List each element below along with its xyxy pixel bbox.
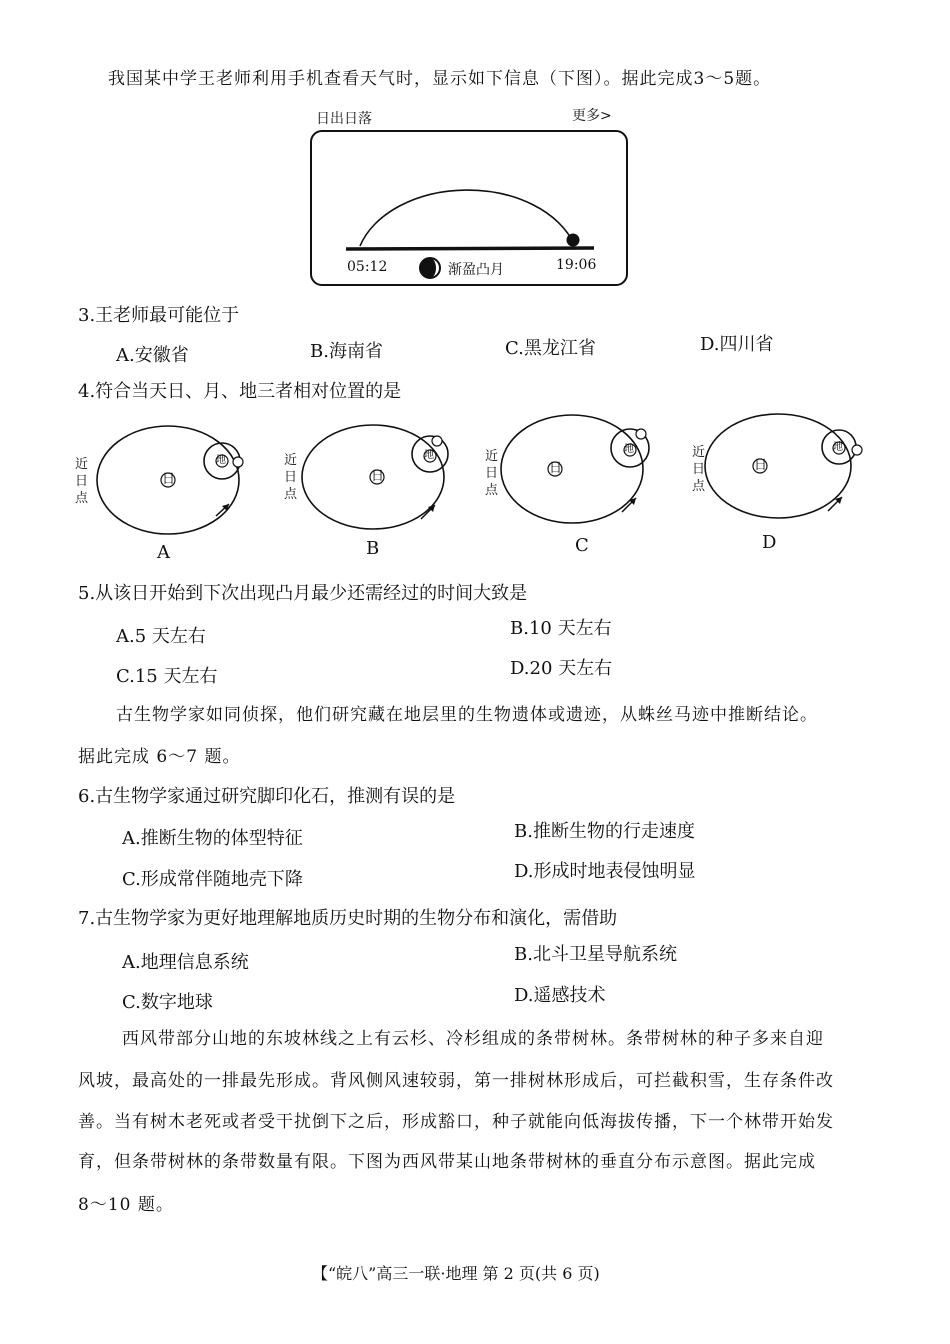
intro-text-6-7-line2: 据此完成 6～7 题。 xyxy=(78,747,241,767)
intro-text-8-10-line1: 西风带部分山地的东坡林线之上有云杉、冷杉组成的条带树林。条带树林的种子多来自迎 xyxy=(122,1029,824,1049)
moon-phase-label: 渐盈凸月 xyxy=(448,262,504,278)
q6-option-d[interactable]: D.形成时地表侵蚀明显 xyxy=(514,861,696,882)
intro-text-8-10-line4: 育，但条带树林的条带数量有限。下图为西风带某山地条带树林的垂直分布示意图。据此完成 xyxy=(78,1152,816,1172)
diagram-c-earth-label: 地 xyxy=(624,444,634,455)
q6-option-b[interactable]: B.推断生物的行走速度 xyxy=(514,821,695,842)
q3-option-a[interactable]: A.安徽省 xyxy=(116,345,189,366)
q7-option-b[interactable]: B.北斗卫星导航系统 xyxy=(514,944,677,965)
q7-option-c[interactable]: C.数字地球 xyxy=(122,992,213,1013)
diagram-b-earth-label: 地 xyxy=(424,450,434,461)
sunset-time: 19:06 xyxy=(556,257,597,273)
intro-text-8-10-line3: 善。当有树木老死或者受干扰倒下之后，形成豁口，种子就能向低海拔传播，下一个林带开始发 xyxy=(78,1112,834,1132)
diagram-d-sun-label: 日 xyxy=(754,458,768,473)
intro-text-8-10-line2: 风坡，最高处的一排最先形成。背风侧风速较弱，第一排树林形成后，可拦截积雪，生存条件改 xyxy=(78,1071,834,1091)
diagram-b-perihelion-1: 近 xyxy=(284,453,298,468)
question-6: 6.古生物学家通过研究脚印化石，推测有误的是 xyxy=(78,786,456,807)
diagram-a-perihelion-3: 点 xyxy=(75,491,89,506)
more-link[interactable]: 更多> xyxy=(572,108,612,124)
q5-option-a[interactable]: A.5 天左右 xyxy=(116,626,206,647)
page-footer: 【“皖八”高三一联·地理 第 2 页(共 6 页) xyxy=(312,1264,600,1283)
q5-option-c[interactable]: C.15 天左右 xyxy=(116,666,218,687)
diagram-b-perihelion-3: 点 xyxy=(284,487,298,502)
q6-option-a[interactable]: A.推断生物的体型特征 xyxy=(122,828,303,849)
diagram-b-label[interactable]: B xyxy=(366,538,380,559)
diagram-a-label[interactable]: A xyxy=(157,542,170,563)
diagram-c-sun-label: 日 xyxy=(549,461,563,476)
diagram-d-perihelion-3: 点 xyxy=(692,479,706,494)
q3-option-b[interactable]: B.海南省 xyxy=(310,341,383,362)
question-4: 4.符合当天日、月、地三者相对位置的是 xyxy=(78,381,402,402)
diagram-d-perihelion-1: 近 xyxy=(692,445,706,460)
diagram-c-label[interactable]: C xyxy=(575,535,589,556)
question-7: 7.古生物学家为更好地理解地质历史时期的生物分布和演化，需借助 xyxy=(78,908,618,929)
question-5: 5.从该日开始到下次出现凸月最少还需经过的时间大致是 xyxy=(78,583,528,604)
diagram-c-perihelion-1: 近 xyxy=(485,449,499,464)
diagram-b-perihelion-2: 日 xyxy=(284,470,298,485)
diagram-a-perihelion-2: 日 xyxy=(75,474,89,489)
intro-text-6-7-line1: 古生物学家如同侦探，他们研究藏在地层里的生物遗体或遗迹，从蛛丝马迹中推断结论。 xyxy=(116,705,818,725)
diagram-a-earth-label: 地 xyxy=(216,455,226,466)
q3-option-c[interactable]: C.黑龙江省 xyxy=(505,338,596,359)
q6-option-c[interactable]: C.形成常伴随地壳下降 xyxy=(122,869,303,890)
diagram-c-perihelion-2: 日 xyxy=(485,466,499,481)
q3-option-d[interactable]: D.四川省 xyxy=(700,334,774,355)
sunrise-time: 05:12 xyxy=(347,259,388,275)
q5-option-b[interactable]: B.10 天左右 xyxy=(510,618,612,639)
intro-text-8-10-line5: 8～10 题。 xyxy=(78,1195,174,1215)
diagram-c-perihelion-3: 点 xyxy=(485,483,499,498)
widget-title: 日出日落 xyxy=(316,111,372,127)
q7-option-d[interactable]: D.遥感技术 xyxy=(514,985,606,1006)
diagram-b-sun-label: 日 xyxy=(371,469,385,484)
diagram-a-perihelion-1: 近 xyxy=(75,457,89,472)
moon-symbol xyxy=(852,445,862,455)
diagram-d-earth-label: 地 xyxy=(833,442,843,453)
diagram-a-sun-label: 日 xyxy=(162,472,176,487)
diagram-d-perihelion-2: 日 xyxy=(692,462,706,477)
intro-text-3-5: 我国某中学王老师利用手机查看天气时，显示如下信息（下图）。据此完成3～5题。 xyxy=(108,69,772,89)
diagram-d-label[interactable]: D xyxy=(762,532,777,553)
q7-option-a[interactable]: A.地理信息系统 xyxy=(122,952,249,973)
q5-option-d[interactable]: D.20 天左右 xyxy=(510,658,613,679)
question-3: 3.王老师最可能位于 xyxy=(78,305,240,326)
